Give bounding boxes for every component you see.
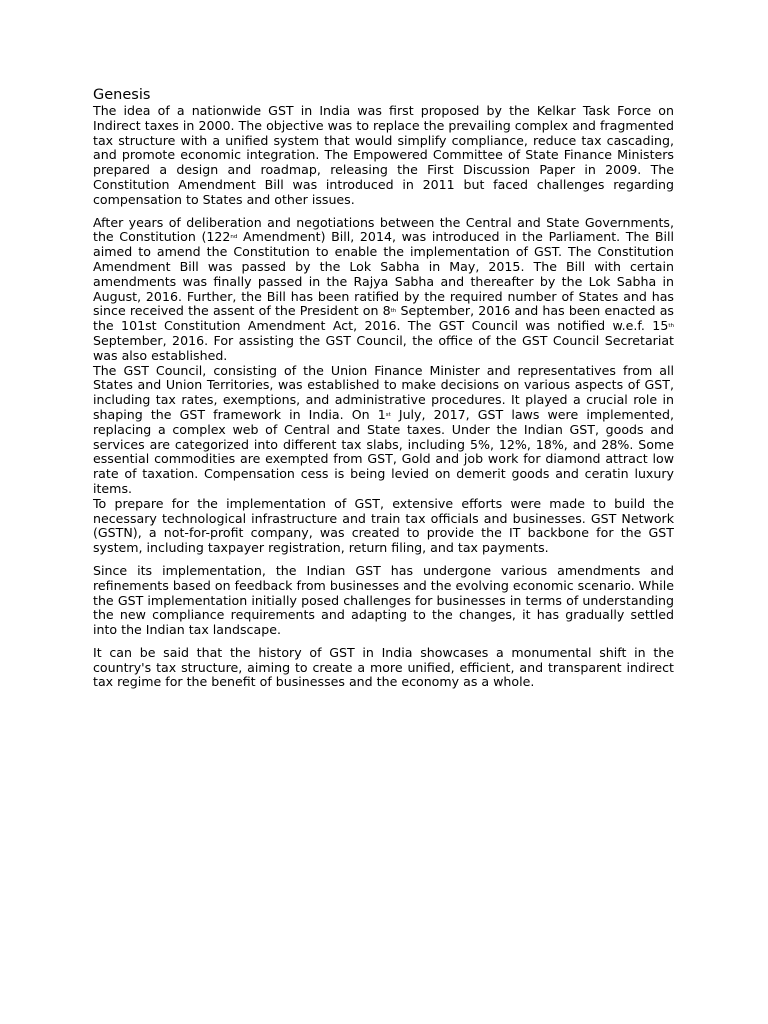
paragraph-conclusion xyxy=(93,646,674,690)
ordinal-suffix: th xyxy=(390,308,397,315)
ordinal-suffix: th xyxy=(668,323,674,330)
paragraph-amendments xyxy=(93,564,674,638)
paragraph-gstn xyxy=(93,497,674,556)
ordinal-suffix: nd xyxy=(230,234,238,241)
document-body xyxy=(93,86,674,690)
paragraph-text: Amendment) Bill, 2014, was introduced in the Parliament. The Bill aimed to amend the Constitution to enable the implementation of GST. The Constitution Amendment Bill was passed by the Lok Sabha in May, 2015. The Bill with certain amendments was finally passed in the Rajya Sabha and thereafter by the Lok Sabha in August, 2016. Further, the Bill has been ratified by the required number of States and has since received the assent of the President on 8 xyxy=(93,229,674,319)
paragraph-origin-text: The idea of a nationwide GST in India was first proposed by the Kelkar Task Force on Indirect taxes in 2000. The objective was to replace the prevailing complex and fragmented tax structure with a unified system that would simplify compliance, reduce tax cascading, and promote economic integration. The Empowered Committee of State Finance Ministers prepared a design and roadmap, releasing the First Discussion Paper in 2009. The Constitution Amendment Bill was introduced in 2011 but faced challenges regarding compensation to States and other issues. xyxy=(93,103,674,207)
paragraph-conclusion-text: It can be said that the history of GST in India showcases a monumental shift in the country's tax structure, aiming to create a more unified, efficient, and transparent indirect tax regime for the benefit of businesses and the economy as a whole. xyxy=(93,644,674,690)
paragraph-origin xyxy=(93,104,674,208)
paragraph-text: After years of deliberation and negotiations between the Central and State Governments, the Constitution (122 xyxy=(93,214,674,245)
paragraph-text: The GST Council, consisting of the Union Finance Minister and representatives from all States and Union Territories, was established to make decisions on various aspects of GST, including tax rates, exemptions, and administrative procedures. It played a crucial role in shaping the GST framework in India. On 1 xyxy=(93,362,674,422)
paragraph-constitution-amendment xyxy=(93,216,674,364)
paragraph-gstn-text: To prepare for the implementation of GST, extensive efforts were made to build the necessary technological infrastructure and train tax officials and businesses. GST Network (GSTN), a not-for-profit company, was created to provide the IT backbone for the GST system, including taxpayer registration, return filing, and tax payments. xyxy=(93,495,674,556)
paragraph-text: July, 2017, GST laws were implemented, replacing a complex web of Central and State taxes. Under the Indian GST, goods and services are categorized into different tax slabs, including 5%, 12%, 18%, and 28%. Some essential commodities are exempted from GST, Gold and job work for diamond attract low rate of taxation. Compensation cess is being levied on demerit goods and ceratin luxury items. xyxy=(93,406,675,496)
paragraph-text: September, 2016. For assisting the GST Council, the office of the GST Council Secretariat was also established. xyxy=(93,332,674,363)
paragraph-text: September, 2016 and has been enacted as the 101st Constitution Amendment Act, 2016. The GST Council was notified w.e.f. 15 xyxy=(93,303,674,334)
ordinal-suffix: st xyxy=(385,411,391,418)
paragraph-amendments-text: Since its implementation, the Indian GST has undergone various amendments and refinements based on feedback from businesses and the evolving economic scenario. While the GST implementation initially posed challenges for businesses in terms of understanding the new compliance requirements and adapting to the changes, it has gradually settled into the Indian tax landscape. xyxy=(93,562,674,638)
paragraph-gst-council xyxy=(93,364,674,497)
section-heading: Genesis xyxy=(93,87,151,103)
